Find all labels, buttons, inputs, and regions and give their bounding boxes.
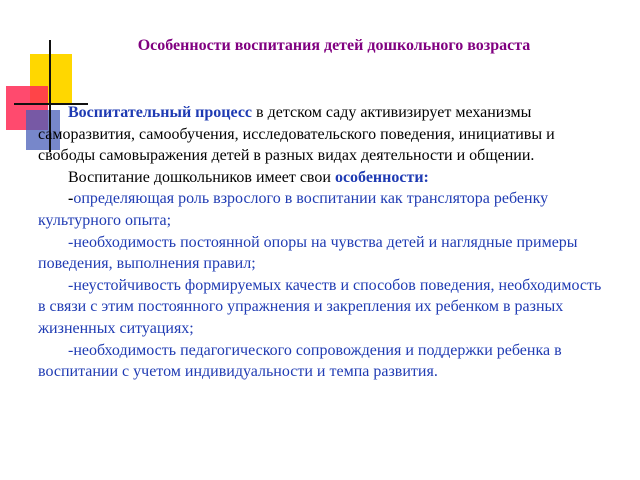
- paragraph-features-lead: [38, 167, 606, 189]
- list-item: [38, 188, 606, 231]
- list-item: [38, 340, 606, 383]
- list-item: [38, 275, 606, 340]
- highlight-features: особенности:: [334, 168, 429, 186]
- list-item-text: -необходимость постоянной опоры на чувства детей и наглядные примеры поведения, выполнения правил;: [38, 233, 578, 273]
- intro-text: в детском саду активизирует механизмы саморазвития, самообучения, исследовательского поведения, инициативы и свободы самовыражения детей в разных видах деятельности и общении.: [38, 104, 555, 165]
- list-item-text: определяющая роль взрослого в воспитании как транслятора ребенку культурного опыта;: [38, 190, 549, 229]
- list-item-text: -необходимость педагогического сопровождения и поддержки ребенка в воспитании с учетом индивидуальности и темпа развития.: [38, 341, 562, 381]
- list-dash: -: [68, 190, 74, 208]
- slide-title: Особенности воспитания детей дошкольного возраста: [137, 37, 531, 54]
- list-item-text: -неустойчивость формируемых качеств и способов поведения, необходимость в связи с этим постоянного упражнения и закрепления их ребенком в разных жизненных ситуациях;: [38, 276, 602, 337]
- list-item: [38, 232, 606, 275]
- highlight-educational-process: Воспитательный процесс: [68, 104, 253, 121]
- slide-body: [38, 102, 606, 383]
- features-lead-text: Воспитание дошкольников имеет свои: [68, 168, 335, 186]
- paragraph-intro: [38, 102, 606, 167]
